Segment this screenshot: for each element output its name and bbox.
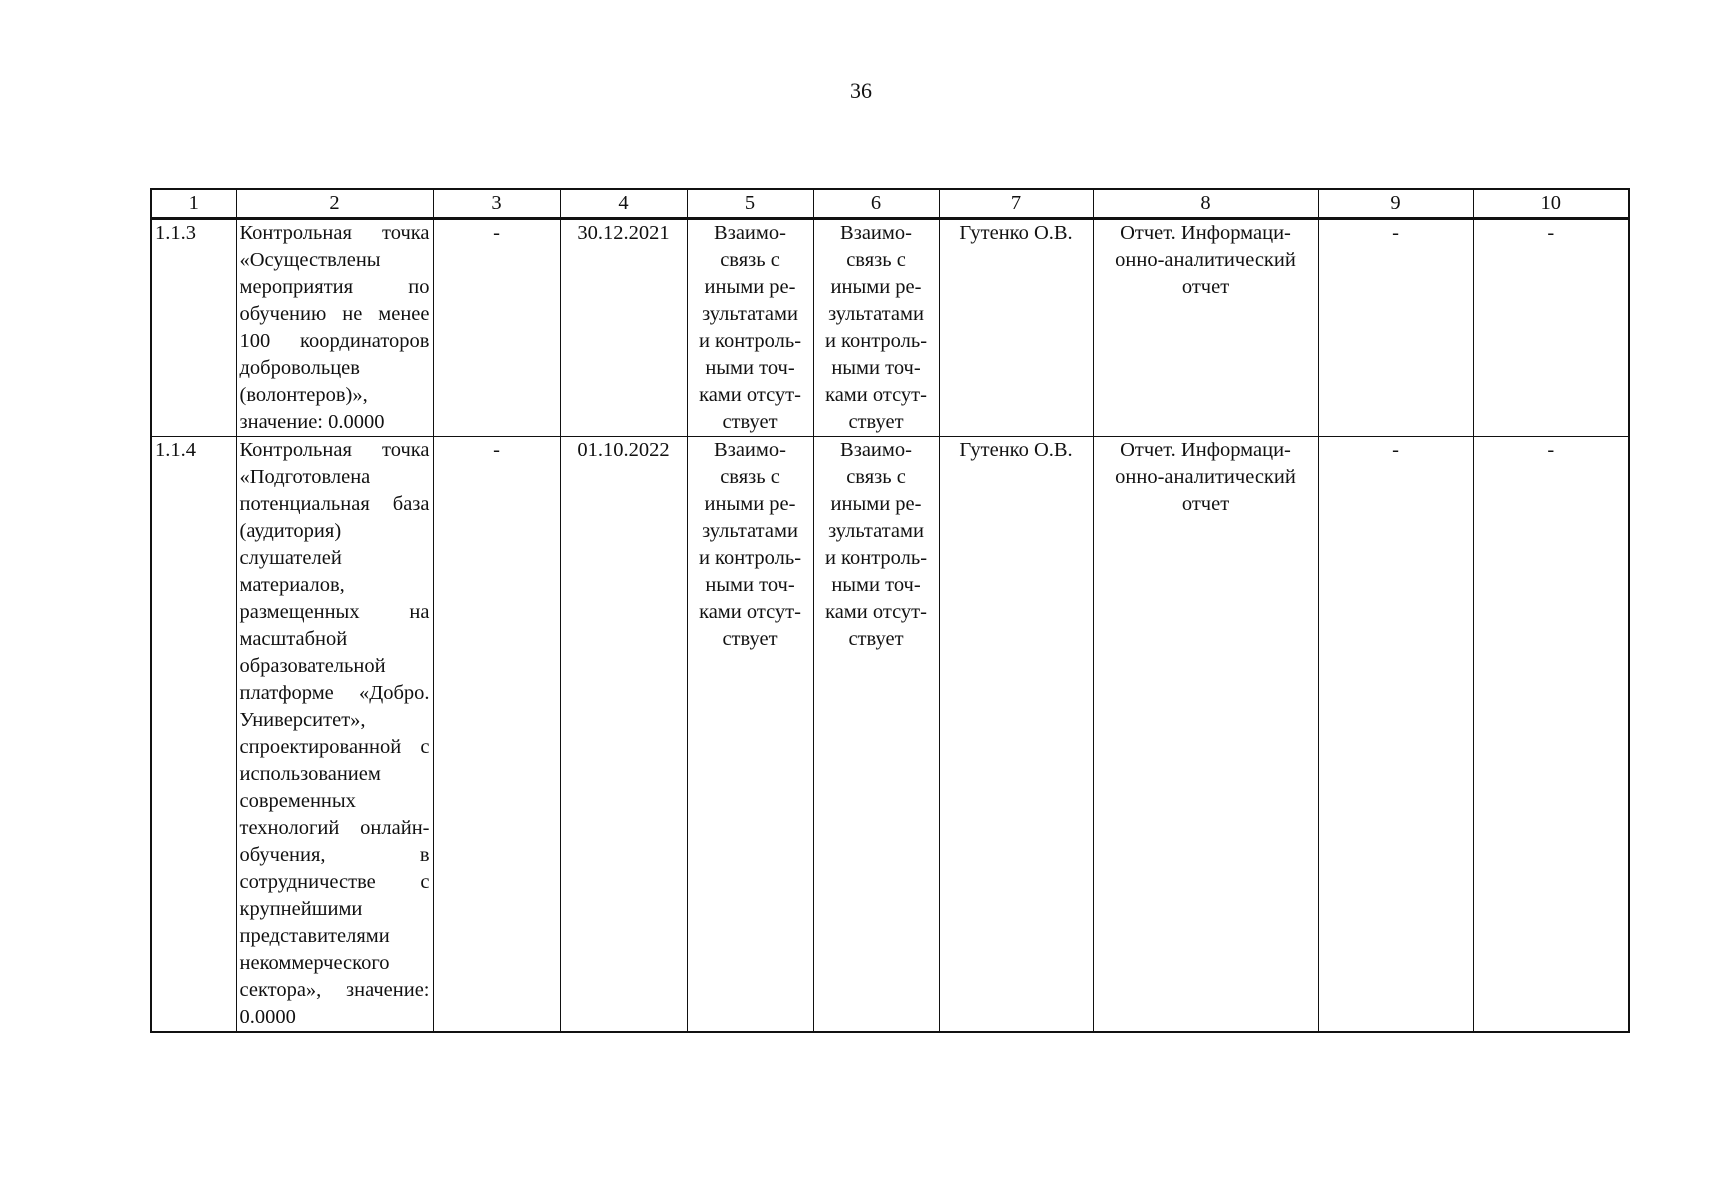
row-description: Контрольная точка «Осуществлены мероприятия по обучению не менее 100 координаторов добровольцев (волонтеров)», значение: 0.0000 [236,219,433,437]
header-col-3: 3 [433,189,560,219]
row-description: Контрольная точка «Подготовлена потенциальная база (аудитория) слушателей материалов, размещенных на масштабной образовательной платформе «Добро. Университет», спроектированной с использованием современных технологий онлайн-обучения, в сотрудничестве с крупнейшими представителями некоммерческого сектора», значение: 0.0000 [236,437,433,1033]
header-col-6: 6 [813,189,939,219]
table-row [151,437,1629,1033]
row-col5: Взаимо- связь с иными ре- зультатами и контроль- ными точ- ками отсут- ствует [687,437,813,1033]
table-row [151,219,1629,437]
row-col6: Взаимо- связь с иными ре- зультатами и контроль- ными точ- ками отсут- ствует [813,437,939,1033]
row-col5: Взаимо- связь с иными ре- зультатами и контроль- ными точ- ками отсут- ствует [687,219,813,437]
row-responsible: Гутенко О.В. [939,437,1093,1033]
header-col-9: 9 [1318,189,1473,219]
page-number: 36 [850,78,872,103]
row-col10: - [1473,219,1629,437]
row-report: Отчет. Информаци- онно-аналитический отчет [1093,219,1318,437]
row-report: Отчет. Информаци- онно-аналитический отчет [1093,437,1318,1033]
row-date: 01.10.2022 [560,437,687,1033]
header-row [151,189,1629,219]
row-id: 1.1.4 [151,437,236,1033]
header-col-5: 5 [687,189,813,219]
row-responsible: Гутенко О.В. [939,219,1093,437]
row-col9: - [1318,219,1473,437]
row-col10: - [1473,437,1629,1033]
row-col6: Взаимо- связь с иными ре- зультатами и контроль- ными точ- ками отсут- ствует [813,219,939,437]
row-col9: - [1318,437,1473,1033]
row-col3: - [433,219,560,437]
control-points-table [150,188,1630,1033]
header-col-7: 7 [939,189,1093,219]
header-col-8: 8 [1093,189,1318,219]
header-col-2: 2 [236,189,433,219]
header-col-1: 1 [151,189,236,219]
row-id: 1.1.3 [151,219,236,437]
row-col3: - [433,437,560,1033]
row-date: 30.12.2021 [560,219,687,437]
header-col-4: 4 [560,189,687,219]
header-col-10: 10 [1473,189,1629,219]
